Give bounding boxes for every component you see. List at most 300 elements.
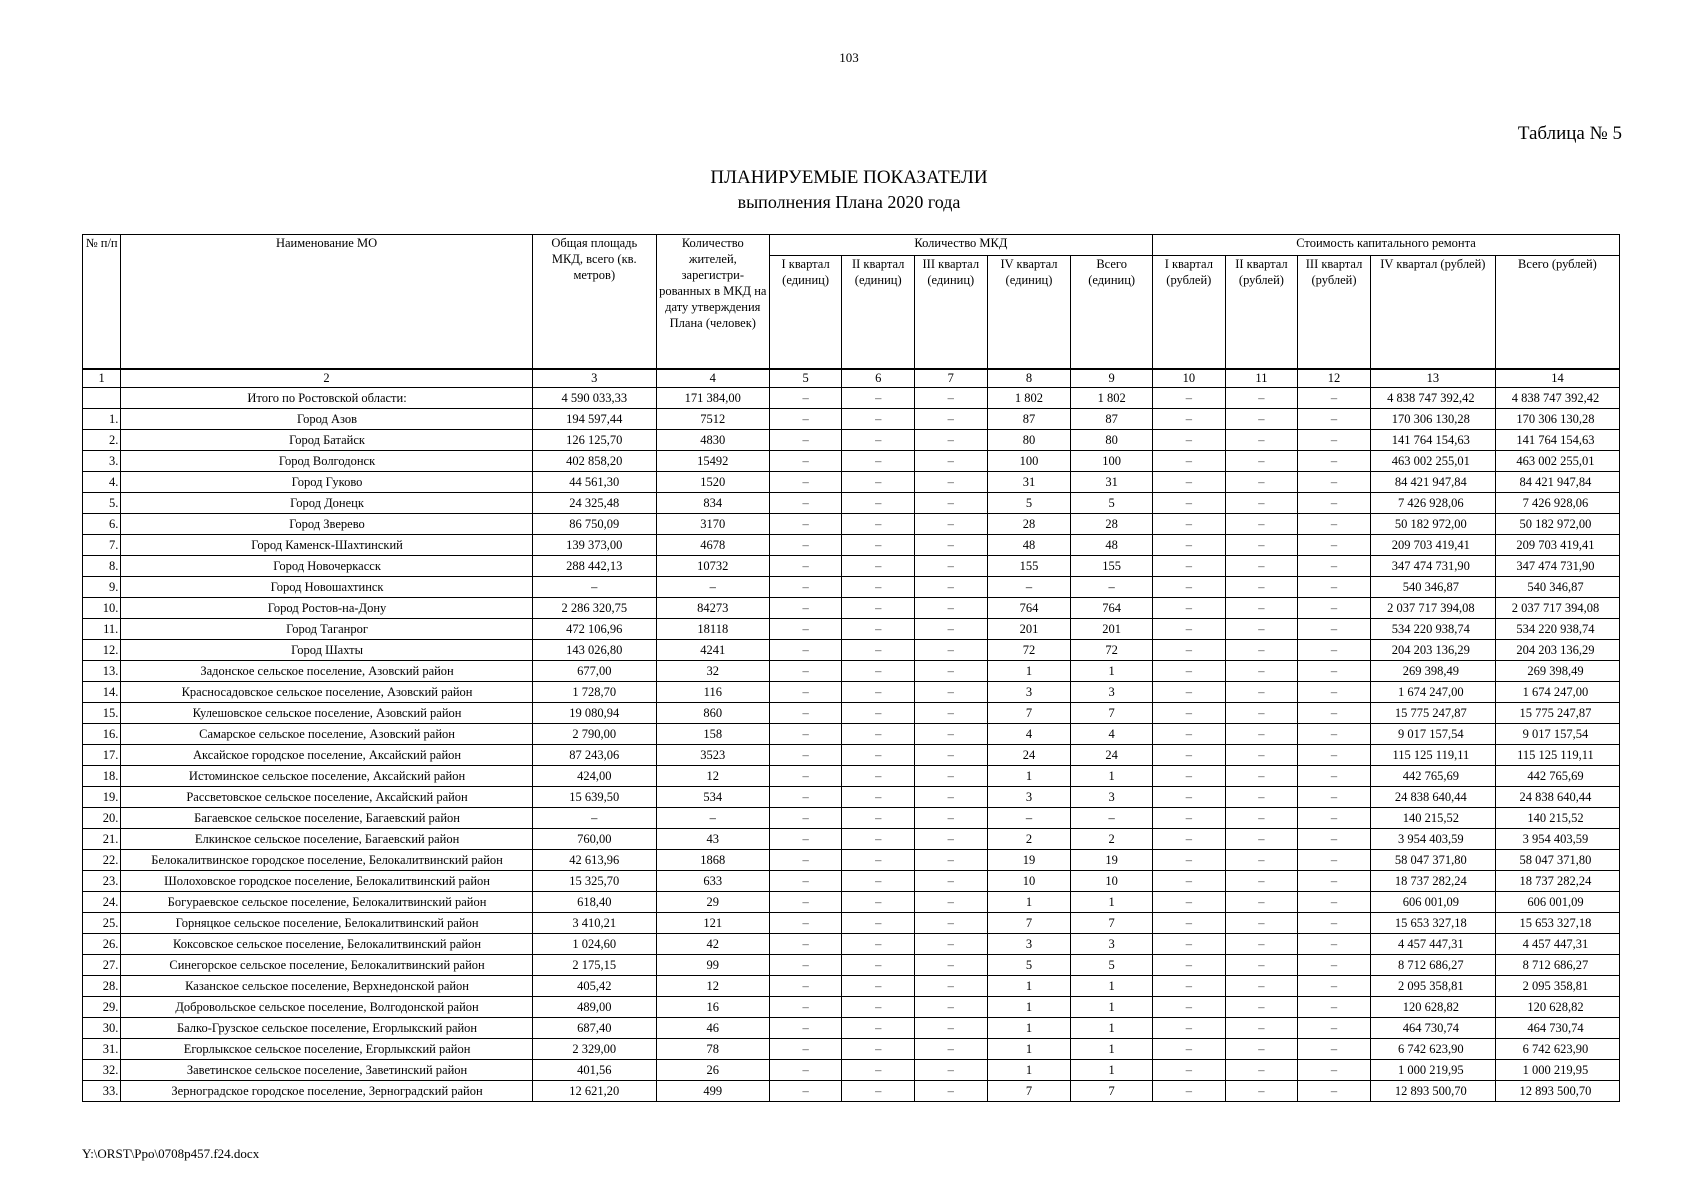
q1-units-cell: – [769,829,842,850]
q1-cost-cell: – [1153,745,1226,766]
row-number-cell: 33. [83,1081,121,1102]
total-area-cell: 15 325,70 [532,871,656,892]
total-units-cell: 19 [1071,850,1153,871]
total-area-cell: 24 325,48 [532,493,656,514]
row-number-cell: 21. [83,829,121,850]
table-row [83,934,1620,955]
total-area-cell: 42 613,96 [532,850,656,871]
residents-count-cell: 1520 [656,472,769,493]
q3-cost-cell: – [1298,1081,1371,1102]
municipality-name-cell: Егорлыкское сельское поселение, Егорлыкский район [121,1039,532,1060]
table-row [83,1039,1620,1060]
total-units-cell: 72 [1071,640,1153,661]
municipality-name-cell: Город Гуково [121,472,532,493]
q2-units-cell: – [842,577,915,598]
total-area-cell: 760,00 [532,829,656,850]
q3-units-cell: – [915,409,988,430]
column-number: 1 [83,369,121,388]
q1-cost-cell: – [1153,388,1226,409]
row-number-cell [83,388,121,409]
total-cost-cell: 269 398,49 [1495,661,1619,682]
residents-count-cell: 7512 [656,409,769,430]
q4-cost-cell: 2 095 358,81 [1370,976,1495,997]
q2-units-cell: – [842,745,915,766]
q2-units-cell: – [842,976,915,997]
row-number-cell: 17. [83,745,121,766]
q4-units-cell: 155 [987,556,1071,577]
row-number-cell: 7. [83,535,121,556]
q3-cost-cell: – [1298,787,1371,808]
row-number-cell: 11. [83,619,121,640]
q2-cost-cell: – [1225,661,1298,682]
municipality-name-cell: Город Новочеркасск [121,556,532,577]
q4-cost-cell: 84 421 947,84 [1370,472,1495,493]
q1-cost-cell: – [1153,1081,1226,1102]
municipality-name-cell: Зерноградское городское поселение, Зерноградский район [121,1081,532,1102]
municipality-name-cell: Город Шахты [121,640,532,661]
total-units-cell: 3 [1071,682,1153,703]
total-units-cell: 764 [1071,598,1153,619]
q4-units-cell: – [987,577,1071,598]
q3-units-cell: – [915,745,988,766]
q4-units-cell: 28 [987,514,1071,535]
q2-units-cell: – [842,619,915,640]
total-units-cell: 87 [1071,409,1153,430]
q1-units-cell: – [769,724,842,745]
q1-cost-cell: – [1153,409,1226,430]
q4-cost-cell: 269 398,49 [1370,661,1495,682]
q3-units-cell: – [915,724,988,745]
q3-units-cell: – [915,976,988,997]
row-number-cell: 8. [83,556,121,577]
total-cost-cell: 115 125 119,11 [1495,745,1619,766]
table-row [83,871,1620,892]
total-area-cell: 87 243,06 [532,745,656,766]
row-number-cell: 2. [83,430,121,451]
row-number-cell: 15. [83,703,121,724]
q3-cost-cell: – [1298,640,1371,661]
document-subtitle: выполнения Плана 2020 года [737,192,961,212]
q4-units-cell: 19 [987,850,1071,871]
total-units-cell: 155 [1071,556,1153,577]
q4-units-cell: 1 [987,997,1071,1018]
municipality-name-cell: Балко-Грузское сельское поселение, Егорлыкский район [121,1018,532,1039]
q1-cost-cell: – [1153,493,1226,514]
q1-units-cell: – [769,1060,842,1081]
total-area-cell: 489,00 [532,997,656,1018]
q1-units-cell: – [769,808,842,829]
residents-count-cell: 84273 [656,598,769,619]
q2-cost-cell: – [1225,871,1298,892]
q2-units-cell: – [842,1081,915,1102]
total-area-cell: – [532,577,656,598]
total-cost-cell: 12 893 500,70 [1495,1081,1619,1102]
table-row [83,829,1620,850]
municipality-name-cell: Город Батайск [121,430,532,451]
column-number: 13 [1370,369,1495,388]
q1-units-cell: – [769,766,842,787]
total-area-cell: 19 080,94 [532,703,656,724]
total-units-cell: 7 [1071,913,1153,934]
municipality-name-cell: Белокалитвинское городское поселение, Белокалитвинский район [121,850,532,871]
q2-cost-cell: – [1225,892,1298,913]
q4-cost-cell: 12 893 500,70 [1370,1081,1495,1102]
q3-cost-cell: – [1298,682,1371,703]
q3-units-cell: – [915,472,988,493]
residents-count-cell: 32 [656,661,769,682]
q1-cost-cell: – [1153,724,1226,745]
residents-count-cell: 1868 [656,850,769,871]
municipality-name-cell: Рассветовское сельское поселение, Аксайский район [121,787,532,808]
total-cost-cell: 2 095 358,81 [1495,976,1619,997]
q4-units-cell: 100 [987,451,1071,472]
total-area-cell: 405,42 [532,976,656,997]
row-number-cell: 29. [83,997,121,1018]
total-cost-cell: 15 775 247,87 [1495,703,1619,724]
total-cost-cell: 58 047 371,80 [1495,850,1619,871]
table-row [83,409,1620,430]
q2-cost-cell: – [1225,409,1298,430]
q3-units-cell: – [915,955,988,976]
municipality-name-cell: Казанское сельское поселение, Верхнедонской район [121,976,532,997]
q2-cost-cell: – [1225,556,1298,577]
q3-cost-cell: – [1298,766,1371,787]
q2-units-cell: – [842,409,915,430]
q1-cost-cell: – [1153,430,1226,451]
total-cost-cell: 24 838 640,44 [1495,787,1619,808]
q2-cost-cell: – [1225,1018,1298,1039]
table-row [83,850,1620,871]
total-units-cell: 3 [1071,934,1153,955]
footer-file-path: Y:\ORST\Ppo\0708p457.f24.docx [82,1146,260,1161]
total-cost-cell: 3 954 403,59 [1495,829,1619,850]
q4-cost-cell: 209 703 419,41 [1370,535,1495,556]
header-total-area: Общая площадь МКД, всего (кв. метров) [532,235,656,370]
q4-units-cell: 7 [987,703,1071,724]
total-cost-cell: 540 346,87 [1495,577,1619,598]
q2-cost-cell: – [1225,787,1298,808]
header-q2-rubles: II квартал (рублей) [1225,256,1298,370]
q2-cost-cell: – [1225,766,1298,787]
residents-count-cell: 834 [656,493,769,514]
row-number-cell: 6. [83,514,121,535]
q3-units-cell: – [915,430,988,451]
q3-cost-cell: – [1298,955,1371,976]
q4-units-cell: 24 [987,745,1071,766]
q3-cost-cell: – [1298,913,1371,934]
q1-cost-cell: – [1153,619,1226,640]
q3-cost-cell: – [1298,745,1371,766]
q2-cost-cell: – [1225,1039,1298,1060]
total-cost-cell: 141 764 154,63 [1495,430,1619,451]
table-row [83,514,1620,535]
table-row [83,787,1620,808]
q2-cost-cell: – [1225,955,1298,976]
total-area-cell: 143 026,80 [532,640,656,661]
q4-cost-cell: 347 474 731,90 [1370,556,1495,577]
q3-cost-cell: – [1298,976,1371,997]
municipality-name-cell: Аксайское городское поселение, Аксайский район [121,745,532,766]
municipality-name-cell: Багаевское сельское поселение, Багаевский район [121,808,532,829]
q3-cost-cell: – [1298,892,1371,913]
row-number-cell: 4. [83,472,121,493]
q3-cost-cell: – [1298,430,1371,451]
column-number: 5 [769,369,842,388]
total-cost-cell: 606 001,09 [1495,892,1619,913]
q4-units-cell: 1 802 [987,388,1071,409]
total-units-cell: 5 [1071,955,1153,976]
total-cost-cell: 4 457 447,31 [1495,934,1619,955]
q3-units-cell: – [915,850,988,871]
header-total-units: Всего (единиц) [1071,256,1153,370]
total-area-cell: 618,40 [532,892,656,913]
total-units-cell: 48 [1071,535,1153,556]
q3-units-cell: – [915,388,988,409]
row-number-cell: 30. [83,1018,121,1039]
q1-units-cell: – [769,745,842,766]
total-cost-cell: 50 182 972,00 [1495,514,1619,535]
q1-cost-cell: – [1153,514,1226,535]
q1-cost-cell: – [1153,850,1226,871]
q3-cost-cell: – [1298,514,1371,535]
q1-units-cell: – [769,619,842,640]
q4-cost-cell: 15 775 247,87 [1370,703,1495,724]
q3-units-cell: – [915,1081,988,1102]
total-units-cell: 7 [1071,703,1153,724]
row-number-cell: 9. [83,577,121,598]
q3-units-cell: – [915,808,988,829]
table-row [83,724,1620,745]
total-cost-cell: 347 474 731,90 [1495,556,1619,577]
q4-units-cell: 1 [987,661,1071,682]
total-area-cell: 2 790,00 [532,724,656,745]
q3-units-cell: – [915,1018,988,1039]
q2-cost-cell: – [1225,682,1298,703]
total-units-cell: 31 [1071,472,1153,493]
q2-cost-cell: – [1225,997,1298,1018]
residents-count-cell: 3170 [656,514,769,535]
total-units-cell: 1 [1071,976,1153,997]
residents-count-cell: 3523 [656,745,769,766]
table-row [83,577,1620,598]
total-units-cell: 10 [1071,871,1153,892]
q3-cost-cell: – [1298,829,1371,850]
total-units-cell: 1 [1071,661,1153,682]
q3-cost-cell: – [1298,808,1371,829]
total-area-cell: 402 858,20 [532,451,656,472]
q1-units-cell: – [769,556,842,577]
total-area-cell: 401,56 [532,1060,656,1081]
total-cost-cell: 2 037 717 394,08 [1495,598,1619,619]
total-units-cell: 201 [1071,619,1153,640]
q4-cost-cell: 534 220 938,74 [1370,619,1495,640]
column-number: 11 [1225,369,1298,388]
total-cost-cell: 204 203 136,29 [1495,640,1619,661]
q1-cost-cell: – [1153,829,1226,850]
q4-cost-cell: 15 653 327,18 [1370,913,1495,934]
q3-cost-cell: – [1298,1018,1371,1039]
q4-units-cell: 48 [987,535,1071,556]
residents-count-cell: 15492 [656,451,769,472]
q1-cost-cell: – [1153,913,1226,934]
residents-count-cell: 116 [656,682,769,703]
q2-units-cell: – [842,1060,915,1081]
table-label: Таблица № 5 [1517,123,1622,144]
q1-units-cell: – [769,430,842,451]
row-number-cell: 31. [83,1039,121,1060]
total-units-cell: 4 [1071,724,1153,745]
q1-units-cell: – [769,892,842,913]
q4-units-cell: 1 [987,766,1071,787]
q4-cost-cell: 50 182 972,00 [1370,514,1495,535]
q4-units-cell: 3 [987,934,1071,955]
municipality-name-cell: Город Донецк [121,493,532,514]
q2-cost-cell: – [1225,850,1298,871]
q1-cost-cell: – [1153,787,1226,808]
total-area-cell: 139 373,00 [532,535,656,556]
total-cost-cell: 170 306 130,28 [1495,409,1619,430]
q1-units-cell: – [769,472,842,493]
q2-cost-cell: – [1225,514,1298,535]
q4-cost-cell: 8 712 686,27 [1370,955,1495,976]
page-number: 103 [839,50,859,65]
q2-units-cell: – [842,766,915,787]
residents-count-cell: 4830 [656,430,769,451]
column-number: 12 [1298,369,1371,388]
q2-units-cell: – [842,787,915,808]
q4-cost-cell: 141 764 154,63 [1370,430,1495,451]
total-cost-cell: 120 628,82 [1495,997,1619,1018]
q4-cost-cell: 3 954 403,59 [1370,829,1495,850]
column-number: 4 [656,369,769,388]
q3-units-cell: – [915,766,988,787]
q1-cost-cell: – [1153,1039,1226,1060]
q3-units-cell: – [915,577,988,598]
q2-cost-cell: – [1225,703,1298,724]
q1-cost-cell: – [1153,1018,1226,1039]
total-units-cell: 7 [1071,1081,1153,1102]
total-cost-cell: 7 426 928,06 [1495,493,1619,514]
residents-count-cell: 29 [656,892,769,913]
q4-units-cell: 1 [987,1060,1071,1081]
column-number: 3 [532,369,656,388]
table-row [83,619,1620,640]
q3-units-cell: – [915,598,988,619]
municipality-name-cell: Город Ростов-на-Дону [121,598,532,619]
q3-cost-cell: – [1298,598,1371,619]
q4-units-cell: 5 [987,955,1071,976]
municipality-name-cell: Елкинское сельское поселение, Багаевский район [121,829,532,850]
total-area-cell: 194 597,44 [532,409,656,430]
column-number: 10 [1153,369,1226,388]
total-units-cell: 1 [1071,1039,1153,1060]
q1-cost-cell: – [1153,934,1226,955]
table-row [83,598,1620,619]
q4-units-cell: 201 [987,619,1071,640]
q1-units-cell: – [769,409,842,430]
q3-cost-cell: – [1298,871,1371,892]
q1-units-cell: – [769,997,842,1018]
municipality-name-cell: Город Волгодонск [121,451,532,472]
q3-cost-cell: – [1298,997,1371,1018]
q1-units-cell: – [769,451,842,472]
total-area-cell: 12 621,20 [532,1081,656,1102]
q3-units-cell: – [915,640,988,661]
residents-count-cell: 860 [656,703,769,724]
q2-units-cell: – [842,1018,915,1039]
municipality-name-cell: Итого по Ростовской области: [121,388,532,409]
total-units-cell: 28 [1071,514,1153,535]
q2-units-cell: – [842,913,915,934]
municipality-name-cell: Задонское сельское поселение, Азовский район [121,661,532,682]
residents-count-cell: 4678 [656,535,769,556]
total-cost-cell: 15 653 327,18 [1495,913,1619,934]
residents-count-cell: 10732 [656,556,769,577]
q4-units-cell: 1 [987,1018,1071,1039]
q2-cost-cell: – [1225,388,1298,409]
total-cost-cell: 8 712 686,27 [1495,955,1619,976]
municipality-name-cell: Заветинское сельское поселение, Заветинский район [121,1060,532,1081]
total-cost-cell: 463 002 255,01 [1495,451,1619,472]
q4-units-cell: 31 [987,472,1071,493]
q4-units-cell: 3 [987,682,1071,703]
municipality-name-cell: Город Каменск-Шахтинский [121,535,532,556]
column-number: 9 [1071,369,1153,388]
municipality-name-cell: Добровольское сельское поселение, Волгодонской район [121,997,532,1018]
q4-cost-cell: 58 047 371,80 [1370,850,1495,871]
q2-cost-cell: – [1225,493,1298,514]
residents-count-cell: 99 [656,955,769,976]
header-q4-units: IV квартал (единиц) [987,256,1071,370]
q2-units-cell: – [842,535,915,556]
residents-count-cell: 633 [656,871,769,892]
residents-count-cell: 78 [656,1039,769,1060]
column-number: 2 [121,369,532,388]
row-number-cell: 19. [83,787,121,808]
row-number-cell: 22. [83,850,121,871]
q4-cost-cell: 9 017 157,54 [1370,724,1495,745]
q2-units-cell: – [842,892,915,913]
residents-count-cell: 12 [656,976,769,997]
q2-units-cell: – [842,556,915,577]
total-area-cell: 2 286 320,75 [532,598,656,619]
q3-cost-cell: – [1298,703,1371,724]
residents-count-cell: 171 384,00 [656,388,769,409]
q3-cost-cell: – [1298,535,1371,556]
q2-units-cell: – [842,829,915,850]
q3-cost-cell: – [1298,493,1371,514]
q4-units-cell: 764 [987,598,1071,619]
residents-count-cell: 499 [656,1081,769,1102]
q3-units-cell: – [915,619,988,640]
plan-indicators-table [82,234,1620,1102]
q1-units-cell: – [769,1081,842,1102]
q2-cost-cell: – [1225,724,1298,745]
municipality-name-cell: Красносадовское сельское поселение, Азовский район [121,682,532,703]
total-units-cell: 3 [1071,787,1153,808]
q2-cost-cell: – [1225,808,1298,829]
table-row [83,556,1620,577]
q2-units-cell: – [842,430,915,451]
header-number: № п/п [83,235,121,370]
table-row [83,682,1620,703]
residents-count-cell: 12 [656,766,769,787]
residents-count-cell: 16 [656,997,769,1018]
q4-cost-cell: 4 457 447,31 [1370,934,1495,955]
total-units-cell: 100 [1071,451,1153,472]
q4-cost-cell: 2 037 717 394,08 [1370,598,1495,619]
row-number-cell: 32. [83,1060,121,1081]
